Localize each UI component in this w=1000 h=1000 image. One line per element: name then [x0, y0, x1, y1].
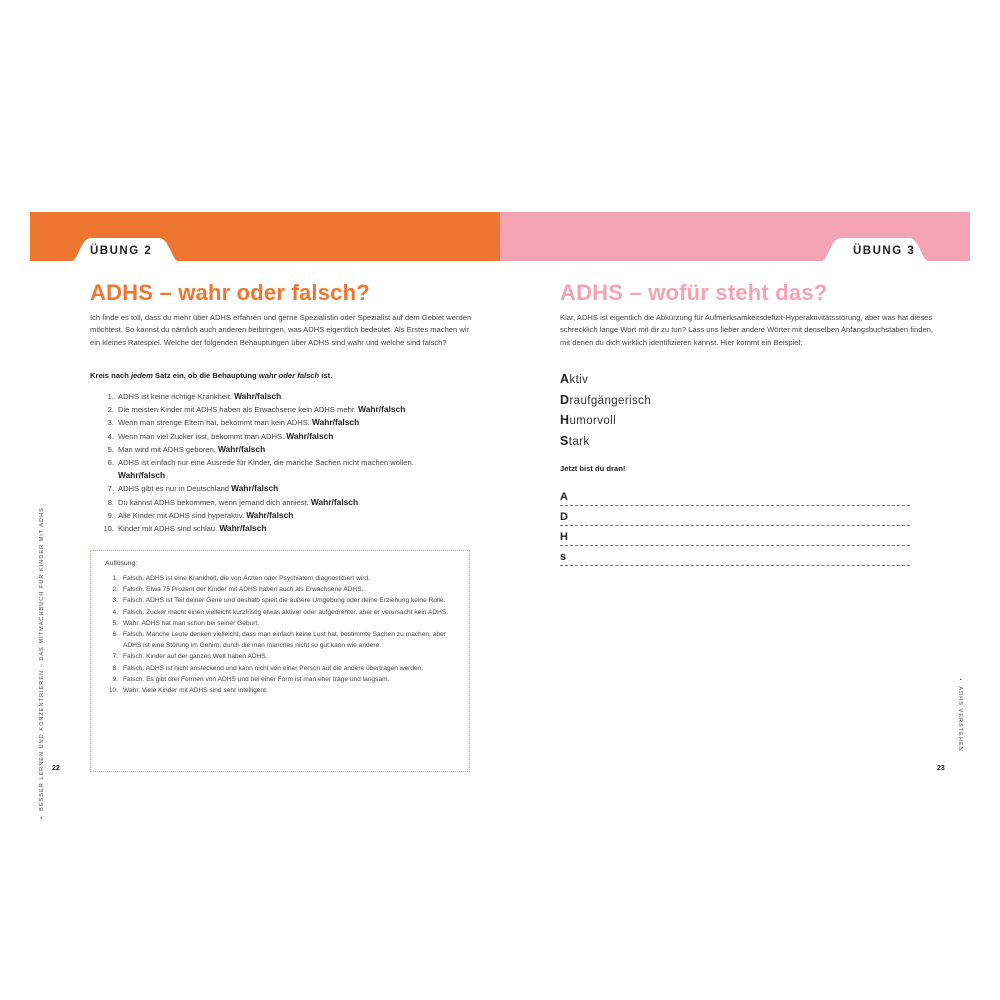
statement-number: 10. [103, 524, 114, 534]
statement-number: 2. [107, 405, 114, 415]
solution-list [105, 573, 455, 696]
exercise-2-intro: Ich finde es toll, dass du mehr über ADHS erfahren und gerne Spezialistin oder Spezialist auf dem Gebiet werden möchtest. So kannst du nämlich auch anderen beibringen, was ADHS eigentlich bedeutet. Als Erstes machen wir ein kleines Ratespiel. Welche der folgenden Behauptungen über ADHS sind wahr und welche sind falsch? [90, 313, 472, 347]
book-spread [30, 212, 970, 819]
instruction-part-4: wahr oder falsch [258, 371, 320, 380]
solution-text: Falsch. ADHS ist Teil deiner Gene und deshalb spielt die äußere Umgebung oder deine Erziehung keine Rolle. [123, 597, 446, 605]
fill-letter: H [560, 531, 568, 543]
solution-item [105, 584, 455, 595]
fill-letter: s [560, 551, 567, 563]
solution-text: Falsch. ADHS ist nicht ansteckend und kann nicht von einer Person auf die andere übertragen werden. [123, 664, 424, 672]
statement-number: 3. [107, 418, 114, 428]
solution-item [105, 595, 455, 606]
solution-number: 2. [112, 586, 118, 594]
acronym-line [560, 432, 651, 453]
instruction-part-2: jedem [130, 371, 153, 380]
exercise-2-title: ADHS – wahr oder falsch? [90, 280, 370, 305]
solution-text: Falsch. Etwa 75 Prozent der Kinder mit ADHS haben auch als Erwachsene ADHS. [123, 586, 364, 594]
solution-item [105, 573, 455, 584]
statement-item [100, 443, 470, 456]
answer-option[interactable]: Wahr/falsch [312, 417, 360, 428]
page-number-right: 23 [937, 765, 945, 772]
left-page [30, 212, 500, 819]
acronym-first-letter: H [560, 413, 570, 427]
acronym-line [560, 411, 651, 432]
acronym-line [560, 370, 651, 391]
running-head-bullet: • [39, 816, 45, 819]
exercise-3-title: ADHS – wofür steht das? [560, 280, 828, 305]
solution-item [105, 629, 455, 651]
statement-item [100, 522, 470, 535]
statement-item [100, 416, 470, 429]
exercise-3-intro: Klar, ADHS ist eigentlich die Abkürzung für Aufmerksamkeitsdefizit-Hyperaktivitätsstörung, aber was hat dieses schrecklich lange Wort mit dir zu tun? Lass uns lieber andere Wörter mit denselben Anfangsbuchstaben finden, mit denen du dich wirklich identifizieren kannst. Hier kommt ein Beispiel: [560, 313, 934, 347]
statement-item [100, 456, 470, 482]
solution-number: 9. [112, 675, 118, 683]
solution-item [105, 674, 455, 685]
solution-item [105, 651, 455, 662]
statement-text: Man wird mit ADHS geboren. [118, 444, 216, 454]
statement-text: ADHS gibt es nur in Deutschland [118, 484, 230, 494]
statement-item [100, 403, 470, 416]
fill-letter: D [560, 511, 568, 523]
statement-number: 5. [107, 444, 114, 454]
statement-text: Alle Kinder mit ADHS sind hyperaktiv. [118, 510, 245, 520]
instruction-part-5: ist. [319, 371, 333, 380]
statement-text: Du kannst ADHS bekommen, wenn jemand dich anniest. [118, 497, 309, 507]
solution-item [105, 663, 455, 674]
exercise-2-tab-label: ÜBUNG 2 [90, 245, 153, 257]
your-turn-label: Jetzt bist du dran! [560, 464, 626, 473]
statement-text: Wenn man strenge Eltern hat, bekommt man kein ADHS. [118, 418, 310, 428]
statement-item [100, 509, 470, 522]
solution-item [105, 618, 455, 629]
answer-option[interactable]: Wahr/falsch [218, 443, 266, 454]
fill-line-d[interactable] [560, 506, 910, 526]
acronym-word-rest: ktiv [569, 374, 589, 386]
statement-number: 6. [107, 458, 114, 468]
running-head-text: BESSER LERNEN UND KONZENTRIEREN – DAS MITMACHBUCH FÜR KINDER MIT ADHS [39, 507, 45, 811]
statement-text: ADHS ist einfach nur eine Ausrede für Kinder, die manche Sachen nicht machen wollen. [118, 458, 414, 468]
instruction-part-1: Kreis nach [90, 371, 131, 380]
answer-option[interactable]: Wahr/falsch [219, 523, 267, 534]
right-page [500, 212, 970, 787]
acronym-line [560, 391, 651, 412]
answer-option[interactable]: Wahr/falsch [246, 509, 294, 520]
solution-item [105, 607, 455, 618]
statement-number: 9. [107, 510, 114, 520]
solution-number: 10. [108, 687, 118, 695]
solution-number: 3. [112, 597, 118, 605]
left-running-head [39, 483, 45, 843]
statement-text: ADHS ist keine richtige Krankheit. [118, 392, 232, 401]
acronym-first-letter: D [560, 392, 570, 407]
statement-item [100, 430, 470, 443]
answer-option[interactable]: Wahr/falsch [234, 391, 282, 401]
statement-item [100, 390, 470, 403]
solution-number: 5. [112, 619, 118, 627]
statement-text: Die meisten Kinder mit ADHS haben als Erwachsene kein ADHS mehr. [118, 405, 357, 415]
solution-text: Falsch. ADHS ist eine Krankheit, die von Ärzten oder Psychiatern diagnostiziert wird. [123, 575, 371, 582]
statement-number: 1. [107, 392, 114, 401]
acronym-first-letter: S [560, 433, 569, 448]
solution-text: Wahr. Viele Kinder mit ADHS sind sehr intelligent. [123, 687, 268, 695]
answer-option[interactable]: Wahr/falsch [118, 470, 166, 481]
solution-text: Falsch. Manche Leute denken vielleicht, dass man einfach keine Lust hat, bestimmte Sachen zu machen, aber ADHS ist eine Störung im Gehirn, durch die man manches nicht so gut kann wie andere. [123, 631, 446, 650]
acronym-word-rest: umorvoll [569, 415, 617, 427]
solution-number: 1. [112, 575, 118, 582]
solution-number: 4. [112, 608, 118, 616]
right-running-head [957, 665, 963, 765]
answer-option[interactable]: Wahr/falsch [358, 404, 406, 415]
statement-text: Kinder mit ADHS sind schlau. [118, 524, 218, 534]
solution-item [105, 685, 455, 696]
acronym-first-letter: A [560, 372, 570, 386]
acronym-word-rest: raufgängerisch [569, 394, 652, 407]
running-head-bullet: • [957, 678, 963, 682]
statement-item [100, 496, 470, 509]
fill-line-h[interactable] [560, 526, 910, 546]
answer-option[interactable]: Wahr/falsch [310, 496, 359, 507]
solution-heading: Auflösung: [105, 560, 138, 567]
exercise-3-tab-label: ÜBUNG 3 [853, 245, 916, 257]
answer-option[interactable]: Wahr/falsch [231, 483, 279, 494]
acronym-word-rest: tark [568, 435, 590, 448]
running-head-text: ADHS VERSTEHEN [957, 686, 963, 752]
solution-number: 6. [112, 631, 118, 639]
solution-text: Falsch. Zucker macht einen vielleicht kurzfristig etwas aktiver oder aufgedrehter, aber er verursacht kein ADHS. [123, 608, 449, 616]
fill-line-s[interactable] [560, 546, 910, 566]
instruction-part-3: Satz ein, ob die Behauptung [152, 371, 259, 380]
exercise-2-instruction [90, 370, 473, 382]
solution-number: 8. [112, 664, 118, 672]
statement-text: Wenn man viel Zucker isst, bekommt man ADHS. [118, 431, 285, 441]
solution-text: Falsch. Kinder auf der ganzen Welt haben ADHS. [123, 653, 268, 661]
page-number-left: 22 [52, 765, 60, 772]
statement-item [100, 482, 470, 495]
answer-option[interactable]: Wahr/falsch [286, 430, 334, 441]
solution-number: 7. [112, 653, 118, 661]
solution-box [90, 550, 470, 772]
solution-text: Wahr. ADHS hat man schon bei seiner Geburt. [123, 619, 260, 627]
example-acronym [560, 370, 651, 452]
statement-list [100, 390, 470, 535]
statement-number: 8. [107, 497, 114, 507]
solution-text: Falsch. Es gibt drei Formen von ADHS und bei einer Form ist man eher träge und langsam. [123, 675, 390, 683]
fill-letter: A [560, 491, 568, 503]
statement-number: 4. [107, 431, 114, 441]
statement-number: 7. [107, 484, 114, 494]
fill-line-a[interactable] [560, 486, 910, 506]
